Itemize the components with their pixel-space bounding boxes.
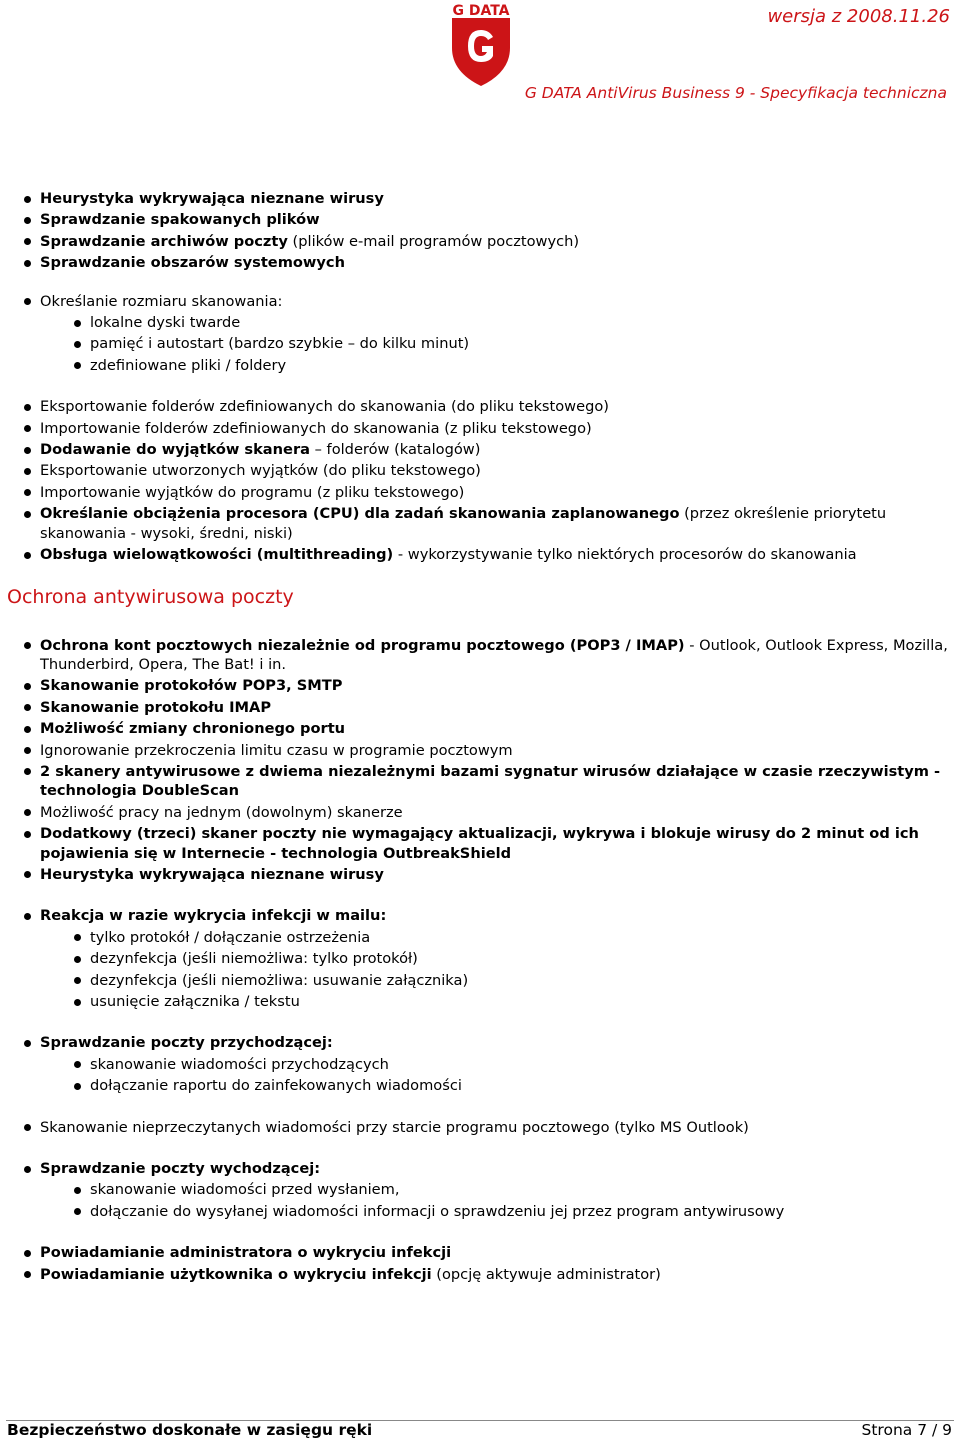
page-footer — [0, 1420, 960, 1439]
list-item: Ochrona kont pocztowych niezależnie od programu pocztowego (POP3 / IMAP) - Outlook, Outlook Express, Mozilla, Thunderbird, Opera, The Bat! i in. — [0, 636, 960, 675]
gdata-logo — [446, 2, 516, 88]
feature-list-c — [0, 636, 960, 1285]
sub-list-item: zdefiniowane pliki / foldery — [0, 356, 960, 375]
feature-list-a — [0, 189, 960, 565]
outgoing-label: Sprawdzanie poczty wychodzącej: — [0, 1159, 960, 1178]
list-item: Powiadamianie użytkownika o wykryciu infekcji (opcję aktywuje administrator) — [0, 1265, 960, 1284]
sub-list-item: skanowanie wiadomości przychodzących — [0, 1055, 960, 1074]
sub-list-item: dołączanie raportu do zainfekowanych wiadomości — [0, 1076, 960, 1095]
list-item: Możliwość pracy na jednym (dowolnym) skanerze — [0, 803, 960, 822]
page-content — [0, 189, 960, 1284]
page-number: Strona 7 / 9 — [861, 1421, 952, 1439]
sub-list-item: dezynfekcja (jeśli niemożliwa: usuwanie załącznika) — [0, 971, 960, 990]
list-item: Sprawdzanie archiwów poczty (plików e-mail programów pocztowych) — [0, 232, 960, 251]
list-item: Eksportowanie utworzonych wyjątków (do pliku tekstowego) — [0, 461, 960, 480]
version-label: wersja z 2008.11.26 — [767, 6, 950, 27]
page-header — [0, 0, 960, 110]
list-item: Importowanie wyjątków do programu (z pliku tekstowego) — [0, 483, 960, 502]
list-item: Sprawdzanie spakowanych plików — [0, 210, 960, 229]
list-item: Importowanie folderów zdefiniowanych do skanowania (z pliku tekstowego) — [0, 419, 960, 438]
sub-list-item: pamięć i autostart (bardzo szybkie – do kilku minut) — [0, 334, 960, 353]
list-item: Heurystyka wykrywająca nieznane wirusy — [0, 189, 960, 208]
list-item: Dodatkowy (trzeci) skaner poczty nie wymagający aktualizacji, wykrywa i blokuje wirusy do 2 minut od ich pojawienia się w Internecie - technologia OutbreakShield — [0, 824, 960, 863]
list-item: Eksportowanie folderów zdefiniowanych do skanowania (do pliku tekstowego) — [0, 397, 960, 416]
footer-slogan: Bezpieczeństwo doskonałe w zasięgu ręki — [7, 1421, 373, 1439]
list-item: Heurystyka wykrywająca nieznane wirusy — [0, 865, 960, 884]
list-item: Skanowanie protokołu IMAP — [0, 698, 960, 717]
list-item: Możliwość zmiany chronionego portu — [0, 719, 960, 738]
reaction-label: Reakcja w razie wykrycia infekcji w mailu: — [0, 906, 960, 925]
list-item: Skanowanie protokołów POP3, SMTP — [0, 676, 960, 695]
sub-list-item: lokalne dyski twarde — [0, 313, 960, 332]
sub-list-item: dezynfekcja (jeśli niemożliwa: tylko protokół) — [0, 949, 960, 968]
list-item: Powiadamianie administratora o wykryciu infekcji — [0, 1243, 960, 1262]
list-item: Sprawdzanie obszarów systemowych — [0, 253, 960, 272]
list-item: Obsługa wielowątkowości (multithreading) - wykorzystywanie tylko niektórych procesorów do skanowania — [0, 545, 960, 564]
sub-list-item: tylko protokół / dołączanie ostrzeżenia — [0, 928, 960, 947]
list-item: Ignorowanie przekroczenia limitu czasu w programie pocztowym — [0, 741, 960, 760]
list-item: 2 skanery antywirusowe z dwiema niezależnymi bazami sygnatur wirusów działające w czasie rzeczywistym - technologia DoubleScan — [0, 762, 960, 801]
unread-item: Skanowanie nieprzeczytanych wiadomości przy starcie programu pocztowego (tylko MS Outlook) — [0, 1118, 960, 1137]
list-item: Dodawanie do wyjątków skanera – folderów (katalogów) — [0, 440, 960, 459]
list-item: Określanie obciążenia procesora (CPU) dla zadań skanowania zaplanowanego (przez określenie priorytetu skanowania - wysoki, średni, niski) — [0, 504, 960, 543]
sub-list-item: skanowanie wiadomości przed wysłaniem, — [0, 1180, 960, 1199]
sub-list-item: usunięcie załącznika / tekstu — [0, 992, 960, 1011]
sub-list-item: dołączanie do wysyłanej wiadomości informacji o sprawdzeniu jej przez program antywirusowy — [0, 1202, 960, 1221]
scan-size-label: Określanie rozmiaru skanowania: — [0, 292, 960, 311]
document-title: G DATA AntiVirus Business 9 - Specyfikacja techniczna — [524, 84, 947, 102]
logo-text: G DATA — [452, 3, 510, 19]
section-title: Ochrona antywirusowa poczty — [7, 585, 294, 608]
incoming-label: Sprawdzanie poczty przychodzącej: — [0, 1033, 960, 1052]
